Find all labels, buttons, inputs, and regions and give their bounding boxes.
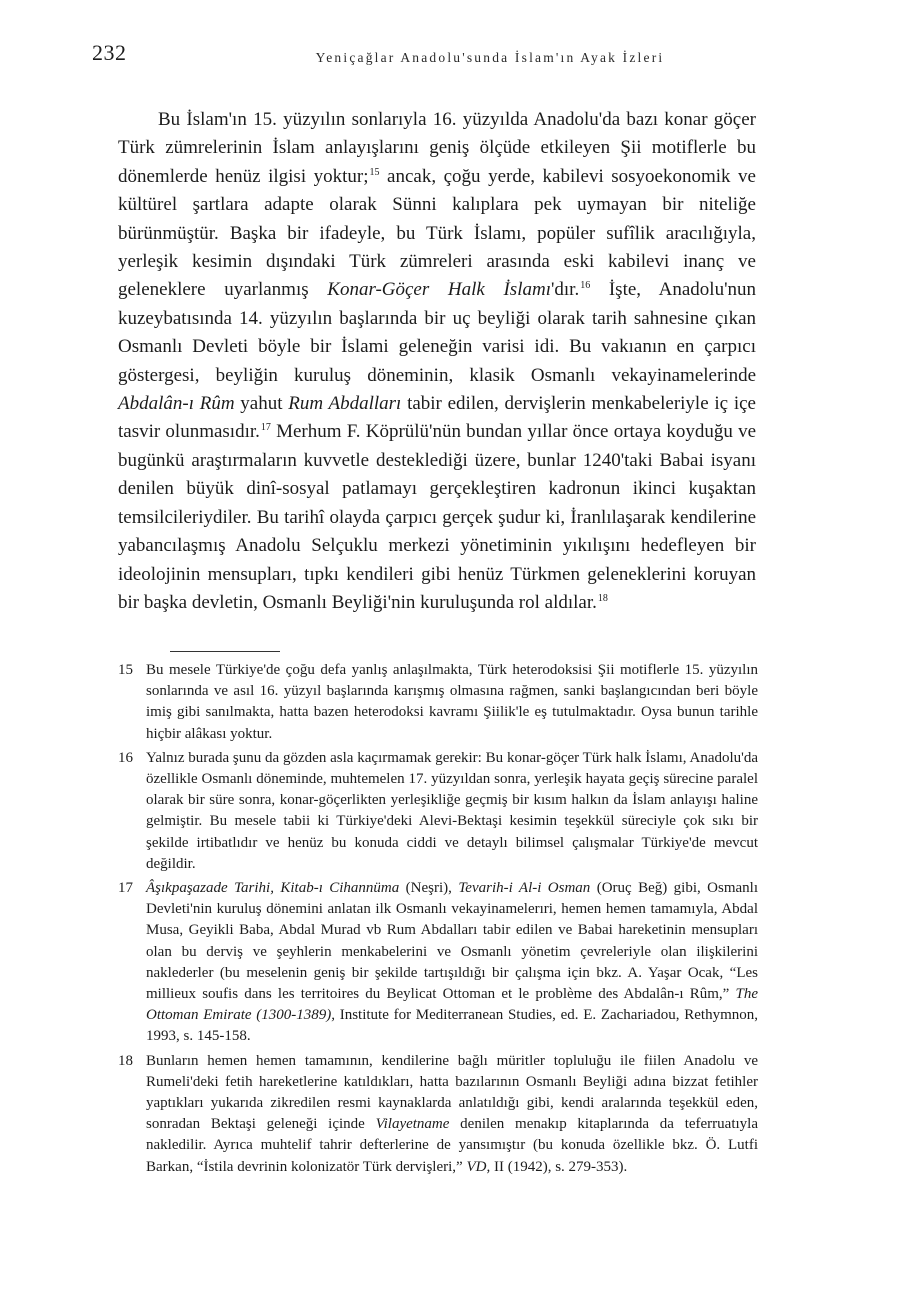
footnote-15 (118, 660, 758, 745)
footnote-text: (Oruç Beğ) gibi, Osmanlı Devleti'nin kuruluş dönemini anlatan ilk Osmanlı vekayinamelerıri, hemen hemen tamamıyla, Abdal Musa, Geyikli Baba, Abdal Murad vb Rum Abdalları tabir edilen ve Babai hareketinin mensupları olan bu derviş ve şeyhlerin menkabelerini ve Osmanlı yönetim çevreleriyle olan ilişkilerini naklederler (bu meselenin geniş bir şekilde tartışıldığı bir çalışma için bkz. A. Yaşar Ocak, “Les millieux soufis dans les territoires du Beylicat Ottoman et le problème des Abdalân-ı Rûm,” (146, 880, 758, 1003)
running-header: Yeniçağlar Anadolu'sunda İslam'ın Ayak İzleri (315, 50, 665, 65)
footnote-number: 18 (118, 1052, 133, 1069)
footnote-ref-18[interactable]: 18 (597, 592, 608, 604)
page-number: 232 (92, 40, 127, 65)
footnote-text: denilen menakıp kitaplarında da teferruatıyla nakledilir. Ayrıca muhtelif tahrir defterlerine de yansımıştır (bu konuda özellikle bkz. Ö. Lutfi Barkan, “İstila devrinin kolonizatör Türk dervişleri,” (146, 1116, 758, 1175)
footnote-italic: The Ottoman Emirate (1300-1389), (146, 986, 758, 1024)
footnote-text: II (1942), s. 279-353). (490, 1158, 628, 1175)
footnote-number: 17 (118, 880, 133, 897)
footnote-text: Yalnız burada şunu da gözden asla kaçırmamak gerekir: Bu konar-göçer Türk halk İslamı, Anadolu'da özellikle Osmanlı döneminde, muhtemelen 17. yüzyıldan sonra, yerleşik hayata geçiş sürecine paralel olarak bir süre sonra, konar-göçerlikten yerleşikliğe geçmiş bir kısım halkın da İslam anlayışı haline gelmiştir. Bu mesele tabii ki Türkiye'deki Alevi-Bektaşi kesimin teşekkül süreciyle çok sıkı bir şekilde irtibatlıdır ve henüz bu konuda ciddi ve detaylı bilimsel çalışmalar Türkiye'de mevcut değildir. (146, 749, 758, 872)
footnote-ref-17[interactable]: 17 (260, 422, 271, 434)
paragraph-text-5: yahut (234, 393, 289, 415)
footnote-16 (118, 748, 758, 875)
footnote-text: Bunların hemen hemen tamamının, kendilerine bağlı müritler topluluğu ile fiilen Anadolu ve Rumeli'deki fetih hareketlerine katıldıkları, hatta bazılarının Osmanlı Beyliği adına bizzat fetihler yaptıkları yukarıda zikredilen resmi kaynaklarda anlatıldığı gibi, kendi aralarında teşekkül eden, sonradan Bektaşi geleneği içinde (146, 1052, 758, 1133)
footnote-17 (118, 878, 758, 1048)
paragraph-text-3: 'dır. (550, 279, 580, 301)
footnote-text: Bu mesele Türkiye'de çoğu defa yanlış anlaşılmakta, Türk heterodoksisi Şii motiflerle 15. yüzyılın sonlarında ve asıl 16. yüzyıl başlarında karışmış olmasına rağmen, sanki başlangıcından beri böyle imiş gibi sanılmakta, hatta bazen heterodoksi kavramı Şiilik'le eş tutulmaktadır. Oysa bunun tarihle hiçbir alâkası yoktur. (146, 662, 758, 742)
footnote-ref-16[interactable]: 16 (580, 280, 591, 292)
footnote-ref-15[interactable]: 15 (369, 166, 380, 178)
paragraph-text-1: Bu İslam'ın 15. yüzyılın sonlarıyla 16. yüzyılda Anadolu'da bazı konar göçer Türk zümrelerinin İslam anlayışlarını geniş ölçüde etkileyen Şii motiflerle bu dönemlerde henüz ilgisi yoktur; (118, 109, 756, 187)
footnotes (118, 660, 758, 1181)
paragraph-text-2: ancak, çoğu yerde, kabilevi sosyoekonomik ve kültürel şartlara adapte olarak Sünni kalıplara pek uymayan bir niteliğe bürünmüştür. Başka bir ifadeyle, bu Türk İslamı, popüler sufîlik aracılığıyla, yerleşik kesimin dışındaki Türk zümreleri arasında eski kabilevi inanç ve geleneklere uyarlanmış (118, 165, 756, 301)
footnote-text: (Neşri), (399, 880, 459, 897)
footnote-number: 15 (118, 662, 133, 678)
term-rum-abdallari: Rum Abdalları (288, 393, 402, 415)
paragraph-text-4: İşte, Anadolu'nun kuzeybatısında 14. yüzyılın başlarında bir uç beyliği olarak tarih sahnesine çıkan Osmanlı Devleti böyle bir İslami geleneğin varisi idi. Bu vakıanın en çarpıcı göstergesi, beyliğin kuruluş döneminin, klasik Osmanlı vekayinamelerinde (118, 279, 756, 386)
term-abdalan-i-rum: Abdalân-ı Rûm (118, 393, 235, 415)
paragraph-text-7: Merhum F. Köprülü'nün bundan yıllar önce ortaya koyduğu ve bugünkü araştırmaların kuvvetle desteklediği üzere, bunlar 1240'taki Babai isyanı denilen büyük dinî-sosyal patlamayı gerçekleştiren kadronun ikinci kuşaktan temsilcileriydiler. Bu tarihî olayda çarpıcı gerçek şudur ki, İranlılaşarak kendilerine yabancılaşmış Anadolu Selçuklu merkezi yönetiminin yıkılışını hedefleyen bir ideolojinin mensupları, tıpkı kendileri gibi henüz Türkmen geleneklerini koruyan bir başka devletin, Osmanlı Beyliği'nin kuruluşunda rol aldılar. (118, 421, 756, 613)
footnote-number: 16 (118, 749, 133, 766)
footnote-italic: Âşıkpaşazade Tarihi, Kitab-ı Cihannüma (146, 880, 400, 897)
footnote-italic: Vilayetname (375, 1116, 450, 1133)
footnote-18 (118, 1051, 758, 1178)
footnote-divider (170, 651, 280, 652)
paragraph-text-6: tabir edilen, dervişlerin menkabeleriyle iç içe tasvir olunmasıdır. (118, 393, 756, 443)
footnote-text: Institute for Mediterranean Studies, ed. E. Zachariadou, Rethymnon, 1993, s. 145-158. (146, 1007, 758, 1045)
main-paragraph (118, 106, 756, 617)
footnote-italic: VD, (466, 1158, 491, 1175)
footnote-italic: Tevarih-i Al-i Osman (458, 880, 591, 897)
term-konar-gocer: Konar-Göçer Halk İslamı (327, 279, 551, 301)
